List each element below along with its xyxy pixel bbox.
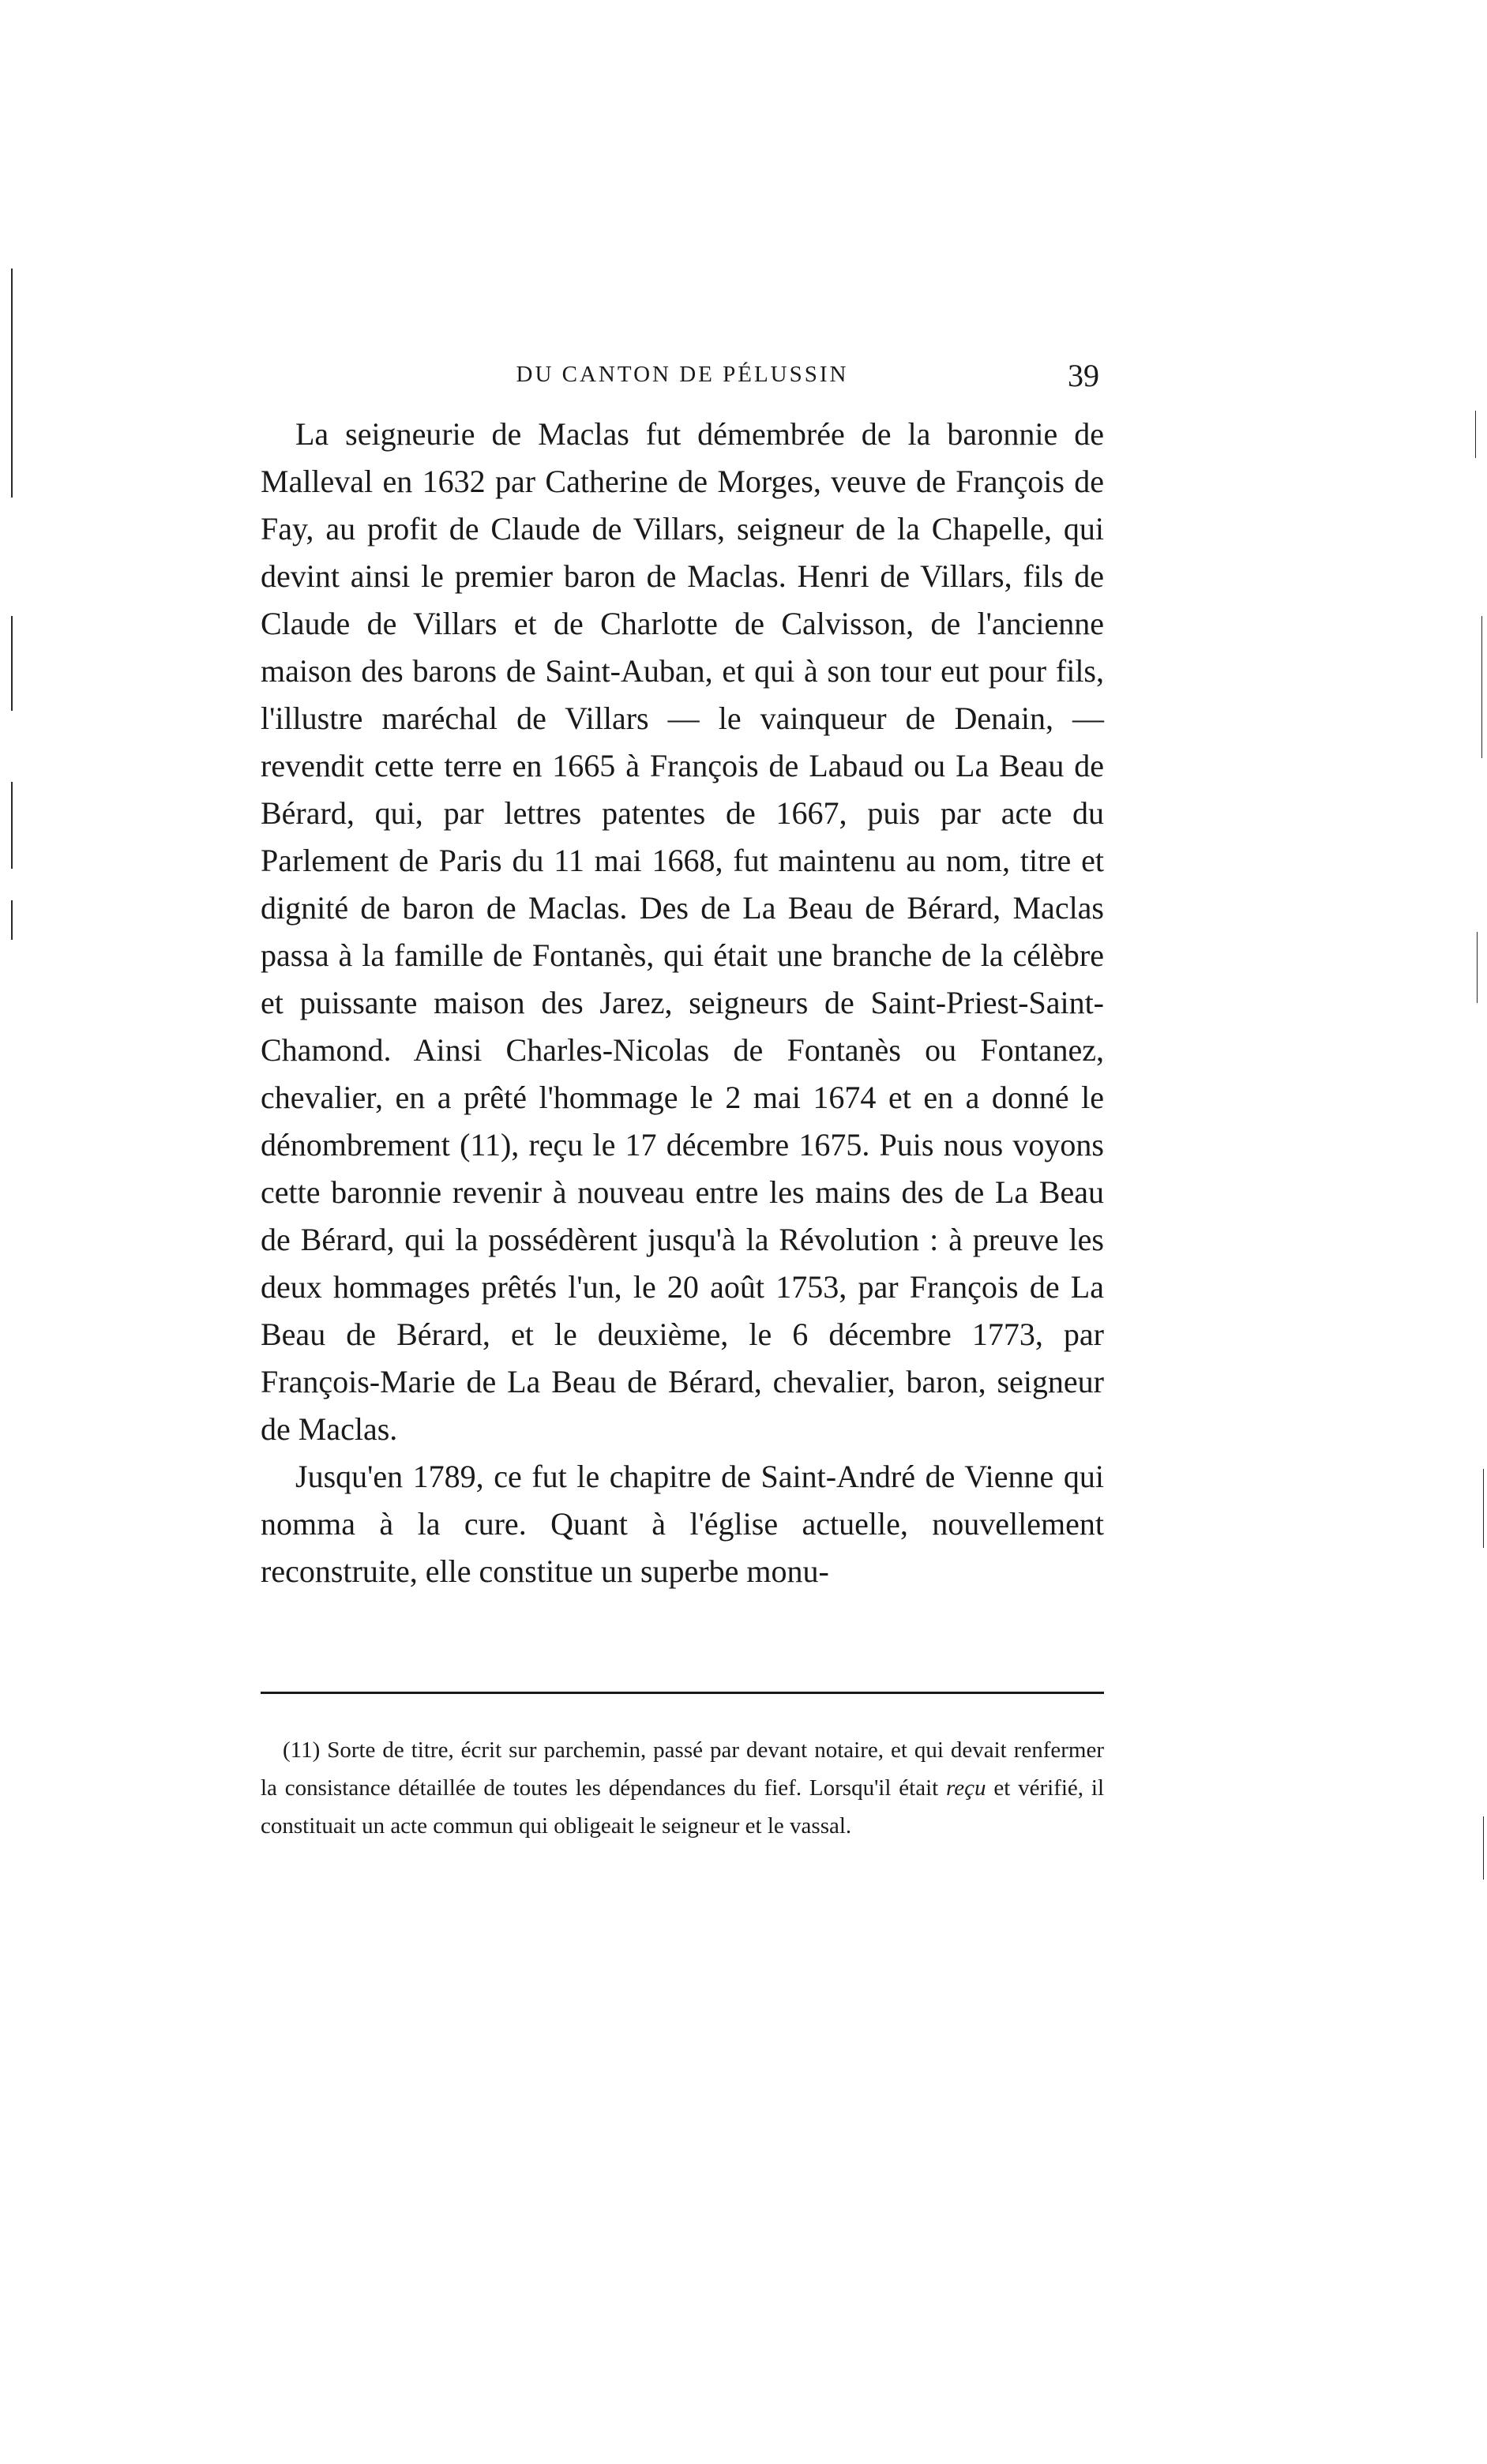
scan-edge-mark [11,782,13,869]
page-header [261,357,1104,404]
page-number: 39 [1068,358,1099,393]
scan-edge-mark [1483,1469,1484,1548]
footnote-text: et vérifié, il constituait un acte commun qui obligeait le seigneur et le vassal. [261,1775,1105,1839]
running-title: DU CANTON DE PÉLUSSIN [516,362,849,387]
footnote-text: Sorte de titre, écrit sur parchemin, passé par devant notaire, et qui devait renfermer la consistance détaillée de toutes les dépendances du fief. Lorsqu'il était [261,1737,1104,1801]
footnote-separator [261,1692,1104,1694]
paragraph: La seigneurie de Maclas fut démembrée de la baronnie de Malleval en 1632 par Catherine de Morges, veuve de François de Fay, au profit de Claude de Villars, seigneur de la Chapelle, qui devint ainsi le premier baron de Maclas. Henri de Villars, fils de Claude de Villars et de Charlotte de Calvisson, de l'ancienne maison des barons de Saint-Auban, et qui à son tour eut pour fils, l'illustre maréchal de Villars — le vainqueur de Denain, — revendit cette terre en 1665 à François de Labaud ou La Beau de Bérard, qui, par lettres patentes de 1667, puis par acte du Parlement de Paris du 11 mai 1668, fut maintenu au nom, titre et dignité de baron de Maclas. Des de La Beau de Bérard, Maclas passa à la famille de Fontanès, qui était une branche de la célèbre et puissante maison des Jarez, seigneurs de Saint-Priest-Saint-Chamond. Ainsi Charles-Nicolas de Fontanès ou Fontanez, chevalier, en a prêté l'hommage le 2 mai 1674 et en a donné le dénombrement (11), reçu le 17 décembre 1675. Puis nous voyons cette baronnie revenir à nouveau entre les mains des de La Beau de Bérard, qui la possédèrent jusqu'à la Révolution : à preuve les deux hommages prêtés l'un, le 20 août 1753, par François de La Beau de Bérard, et le deuxième, le 6 décembre 1773, par François-Marie de La Beau de Bérard, chevalier, baron, seigneur de Maclas. [261,416,1104,1447]
scan-edge-mark [11,900,13,940]
scan-edge-mark [1481,616,1482,758]
scan-edge-mark [11,616,13,711]
scan-edge-mark [11,269,13,498]
footnote-emphasis: reçu [946,1775,986,1801]
paragraph: Jusqu'en 1789, ce fut le chapitre de Saint-André de Vienne qui nomma à la cure. Quant à l'église actuelle, nouvellement reconstruite, elle constitue un superbe monu- [261,1459,1104,1589]
main-text [261,411,1104,1595]
footnote [261,1731,1104,1845]
scan-edge-mark [1475,411,1476,458]
scan-edge-mark [1483,1816,1484,1880]
footnote-marker: (11) [283,1737,321,1763]
scan-edge-mark [1477,932,1478,1003]
